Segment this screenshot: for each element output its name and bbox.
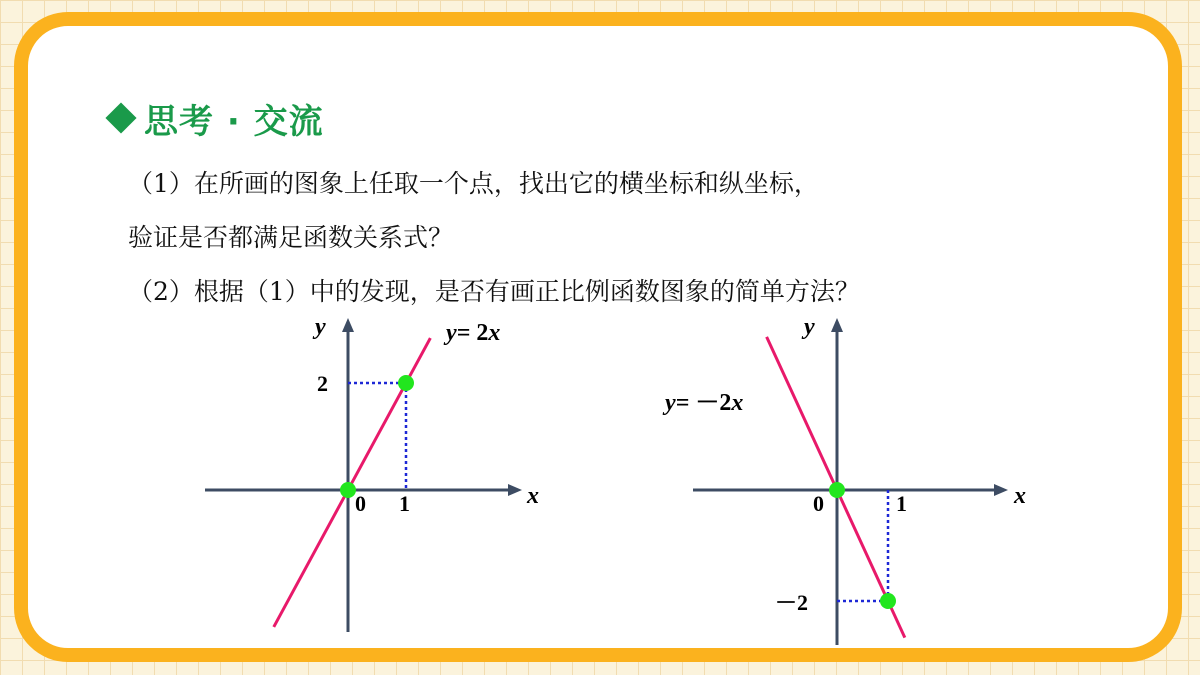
y-tick-label: 2	[317, 371, 328, 396]
point-1-minus-2	[880, 593, 896, 609]
slide-title-text: 思考 · 交流	[144, 101, 324, 142]
question-2: （2）根据（1）中的发现，是否有画正比例函数图象的简单方法？	[128, 277, 860, 306]
x-axis-label: x	[527, 483, 539, 509]
function-label: y= 2x	[446, 320, 501, 346]
x-axis-arrow-icon	[994, 484, 1008, 496]
y-axis-label: y	[315, 314, 326, 340]
question-1-line-1: （1）在所画的图象上任取一个点，找出它的横坐标和纵坐标，	[128, 169, 819, 198]
origin-label: 0	[813, 491, 824, 516]
question-1-line-2: 验证是否都满足函数关系式？	[128, 223, 454, 252]
origin-label: 0	[355, 491, 366, 516]
y-axis-arrow-icon	[831, 318, 843, 332]
x-tick-label: 1	[399, 491, 410, 516]
function-label: y= －2x	[665, 390, 744, 416]
y-tick-label: －2	[775, 590, 809, 615]
x-axis-label: x	[1014, 483, 1026, 509]
point-origin	[829, 482, 845, 498]
y-axis-label: y	[804, 314, 815, 340]
x-tick-label: 1	[896, 491, 907, 516]
